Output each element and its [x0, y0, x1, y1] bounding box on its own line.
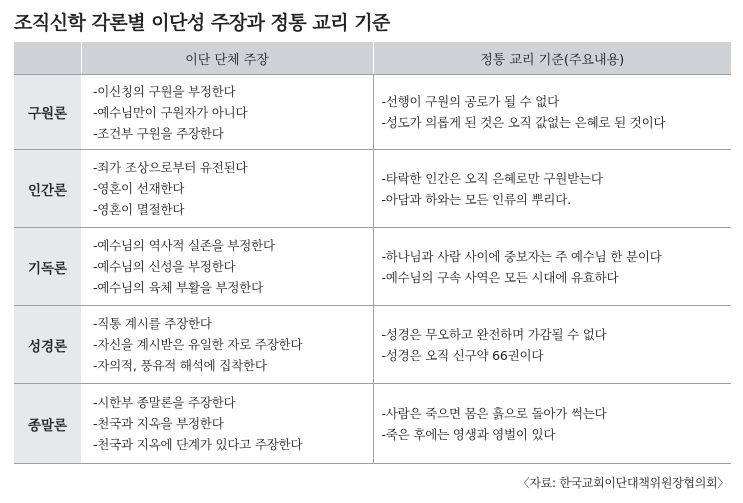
- heresy-claim: -예수님만이 구원자가 아니다: [93, 104, 248, 120]
- page-title: 조직신학 각론별 이단성 주장과 정통 교리 기준: [14, 12, 390, 34]
- orthodox-criterion: -성경은 무오하고 완전하며 가감될 수 없다: [381, 326, 607, 342]
- orthodox-criterion: -하나님과 사람 사이에 중보자는 주 예수님 한 분이다: [381, 248, 662, 264]
- heresy-claim: -예수님의 역사적 실존을 부정한다: [93, 238, 275, 253]
- heresy-claim: -이신칭의 구원을 부정한다: [93, 83, 236, 99]
- heresy-claims-cell: [81, 228, 373, 306]
- table-row: [14, 306, 731, 384]
- category-cell: 성경론: [14, 306, 81, 384]
- source-note: 〈자료: 한국교회이단대책위원장협의회〉: [517, 476, 729, 490]
- table-row: [14, 150, 731, 228]
- header-heresy-claims: 이단 단체 주장: [81, 42, 373, 75]
- orthodox-criterion: -아담과 하와는 모든 인류의 뿌리다.: [381, 191, 571, 207]
- doctrine-table: [14, 42, 731, 464]
- category-cell: 구원론: [14, 75, 81, 150]
- heresy-claims-cell: [81, 384, 373, 464]
- orthodox-criterion: -사람은 죽으면 몸은 흙으로 돌아가 썩는다: [381, 405, 607, 421]
- heresy-claim: -직통 계시를 주장한다: [93, 316, 212, 331]
- orthodox-criterion: -죽은 후에는 영생과 영벌이 있다: [381, 426, 556, 442]
- heresy-claim: -영혼이 멸절한다: [93, 202, 185, 217]
- orthodox-criteria-cell: [373, 228, 731, 306]
- orthodox-criteria-cell: [373, 150, 731, 228]
- table-row: [14, 228, 731, 306]
- heresy-claim: -예수님의 육체 부활을 부정한다: [93, 280, 264, 295]
- heresy-claims-cell: [81, 306, 373, 384]
- header-category: [14, 42, 81, 75]
- orthodox-criterion: -예수님의 구속 사역은 모든 시대에 유효하다: [381, 269, 619, 285]
- orthodox-criterion: -성경은 오직 신구약 66권이다: [381, 347, 544, 363]
- heresy-claims-cell: [81, 75, 373, 150]
- orthodox-criteria-cell: [373, 384, 731, 464]
- table-row: [14, 75, 731, 150]
- heresy-claim: -예수님의 신성을 부정한다: [93, 259, 236, 274]
- category-cell: 인간론: [14, 150, 81, 228]
- orthodox-criteria-cell: [373, 306, 731, 384]
- heresy-claim: -자신을 계시받은 유일한 자로 주장한다: [93, 337, 303, 352]
- table-row: [14, 384, 731, 464]
- heresy-claims-cell: [81, 150, 373, 228]
- heresy-claim: -천국과 지옥에 단계가 있다고 주장한다: [93, 437, 303, 452]
- heresy-claim: -시한부 종말론을 주장한다: [93, 395, 236, 410]
- header-orthodox-criteria: 정통 교리 기준(주요내용): [373, 42, 731, 75]
- orthodox-criterion: -선행이 구원의 공로가 될 수 없다: [381, 94, 560, 109]
- orthodox-criterion: -타락한 인간은 오직 은혜로만 구원받는다: [381, 170, 603, 186]
- category-cell: 종말론: [14, 384, 81, 464]
- table-header-row: [14, 42, 731, 75]
- heresy-claim: -천국과 지옥을 부정한다: [93, 416, 224, 431]
- orthodox-criteria-cell: [373, 75, 731, 150]
- heresy-claim: -죄가 조상으로부터 유전된다: [93, 160, 248, 175]
- heresy-claim: -조건부 구원을 주장한다: [93, 125, 224, 141]
- category-cell: 기독론: [14, 228, 81, 306]
- heresy-claim: -자의적, 풍유적 해석에 집착한다: [93, 358, 267, 373]
- heresy-claim: -영혼이 선재한다: [93, 181, 185, 196]
- orthodox-criterion: -성도가 의롭게 된 것은 오직 값없는 은혜로 된 것이다: [381, 115, 666, 130]
